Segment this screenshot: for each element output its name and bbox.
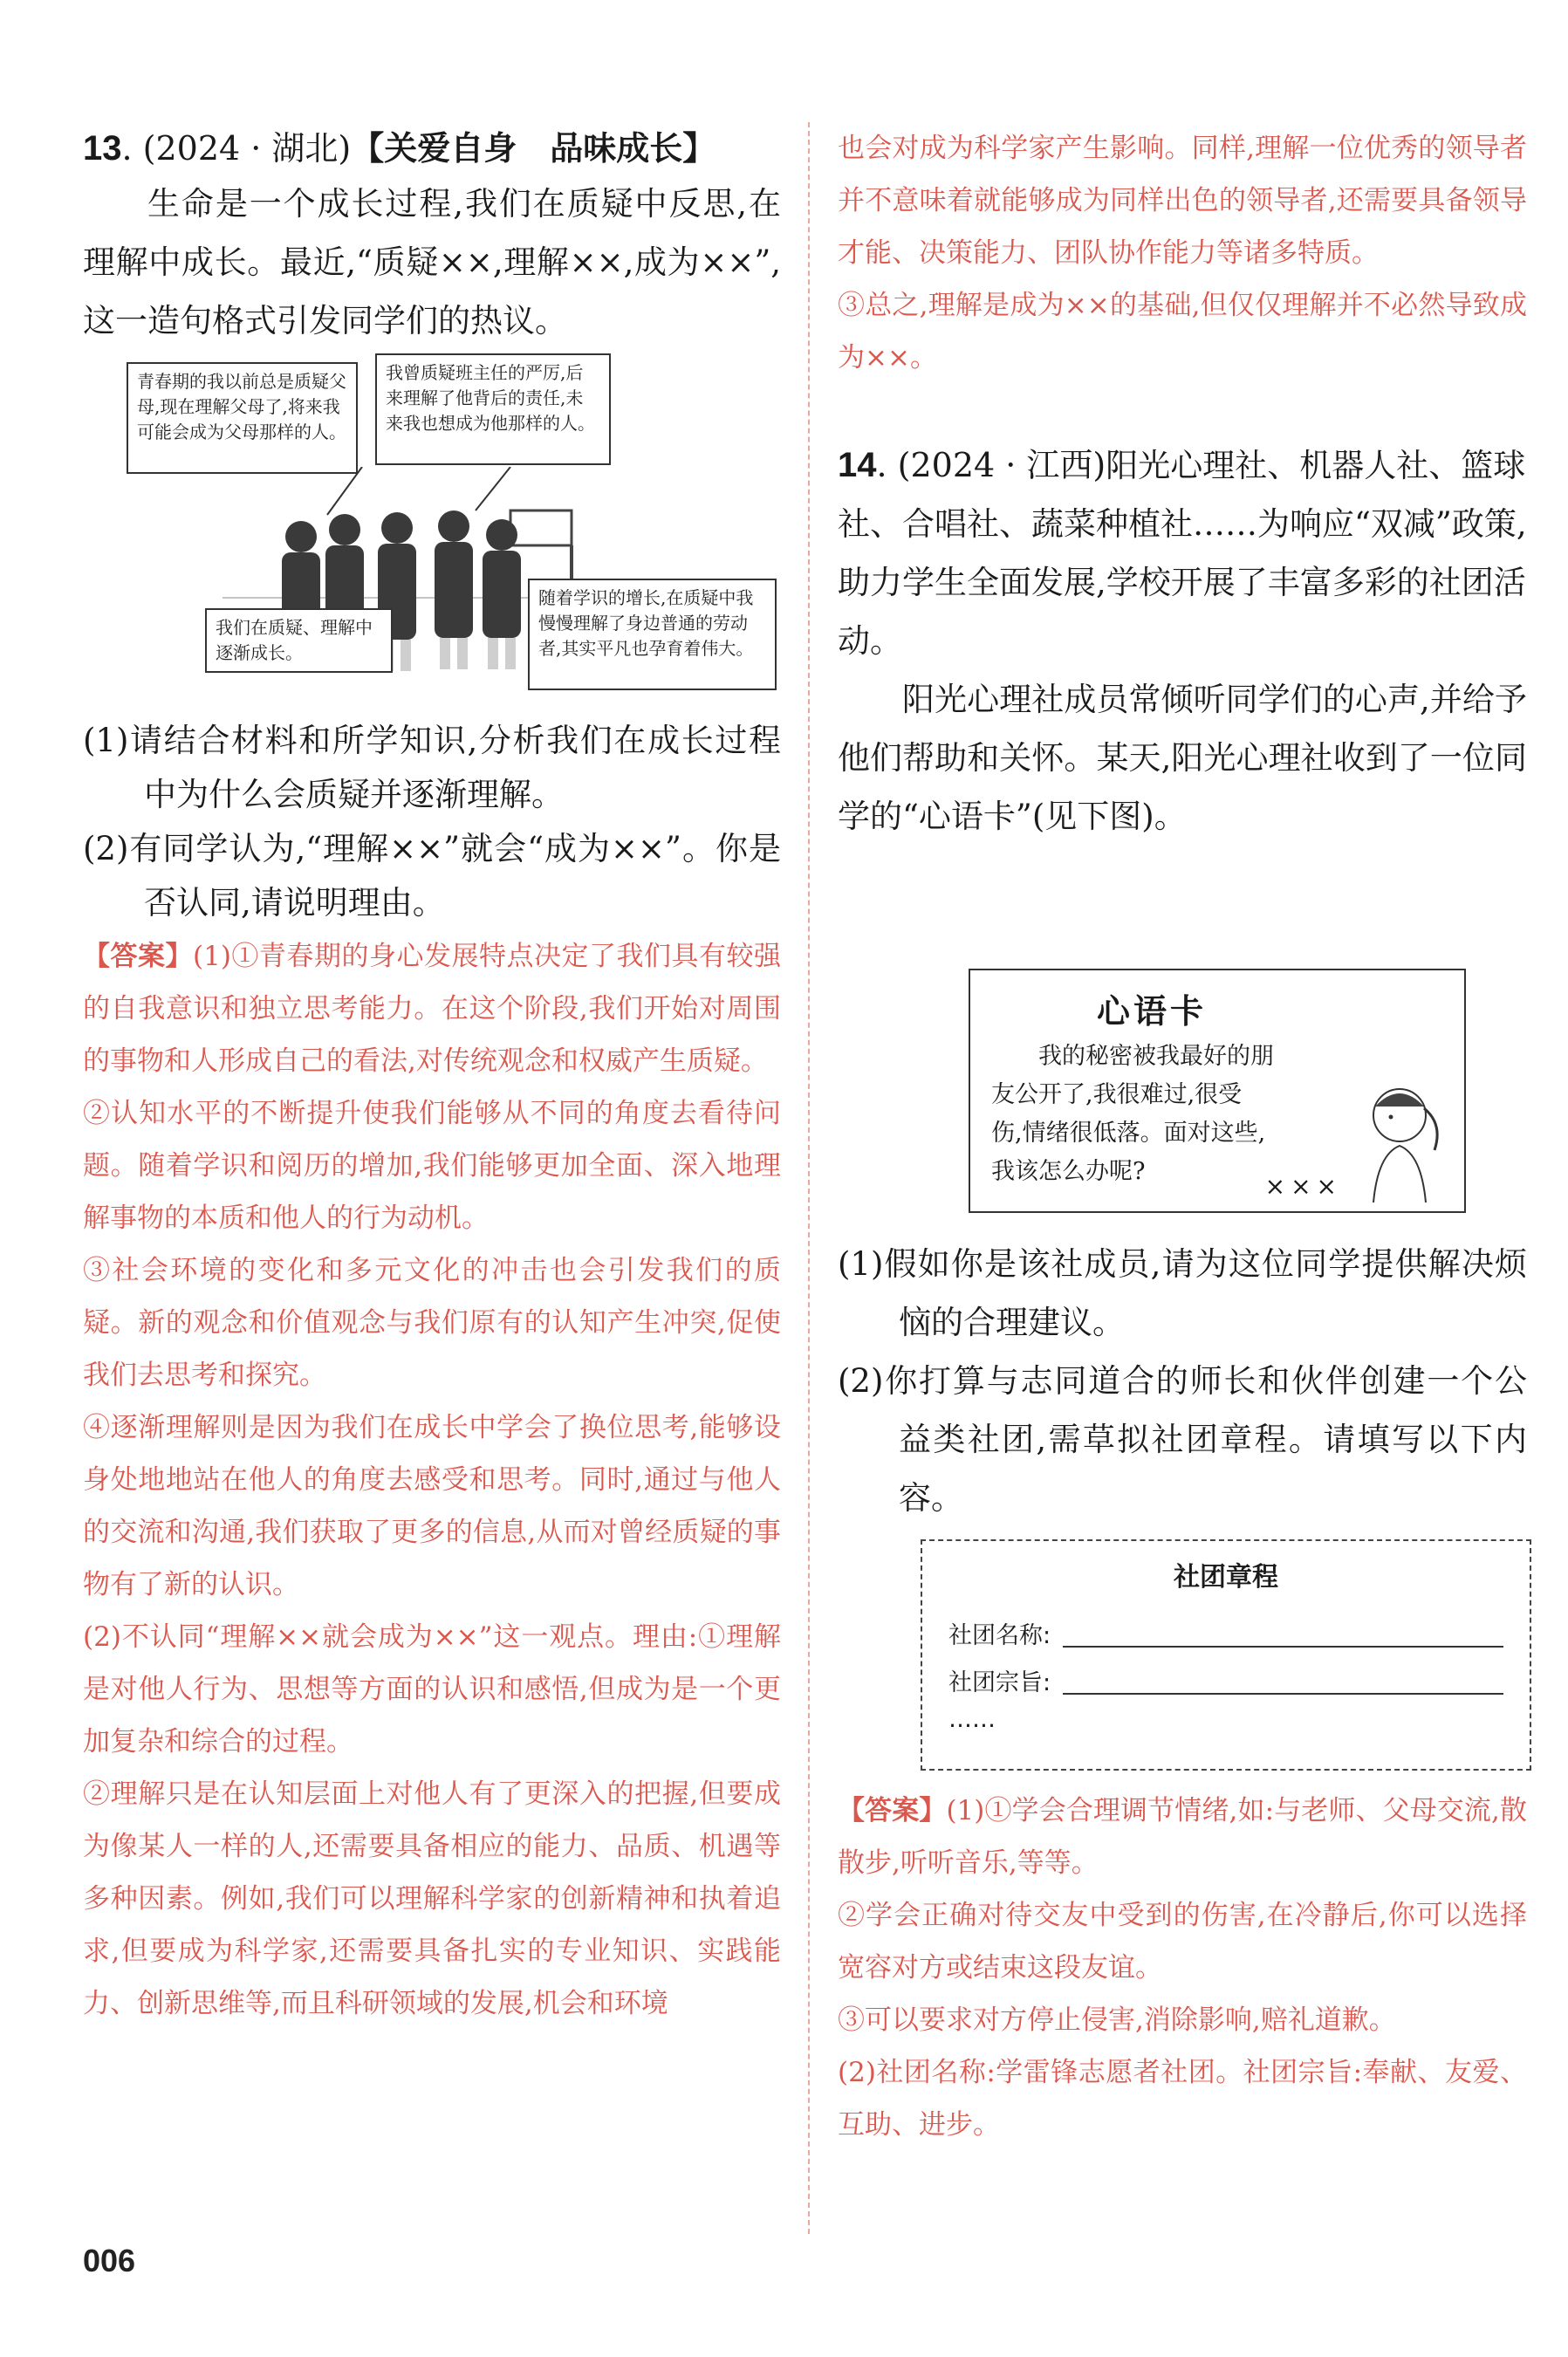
- charter-more: ……: [948, 1706, 996, 1733]
- q13-source: . (2024 · 湖北): [121, 129, 352, 168]
- charter-purpose-line[interactable]: [1063, 1692, 1503, 1695]
- q13-answer-7: 也会对成为科学家产生影响。同样,理解一位优秀的领导者并不意味着就能够成为同样出色的领导者,还需要具备领导才能、决策能力、团队协作能力等诸多特质。: [838, 133, 1527, 269]
- q14-source: . (2024 · 江西): [876, 446, 1106, 484]
- q13-cartoon: [127, 362, 825, 707]
- q14-answer: [838, 1785, 1527, 2151]
- speech-bubble-workers: 随着学识的增长,在质疑中我慢慢理解了身边普通的劳动者,其实平凡也孕育着伟大。: [528, 579, 777, 690]
- card-line-3: 伤,情绪很低落。面对这些,: [991, 1120, 1266, 1147]
- q14-answer-2: ②学会正确对待交友中受到的伤害,在冷静后,你可以选择宽容对方或结束这段友谊。: [838, 1900, 1527, 1984]
- q14-sub2: (2)你打算与志同道合的师长和伙伴创建一个公益类社团,需草拟社团章程。请填写以下内容。: [838, 1362, 1527, 1517]
- charter-title: 社团章程: [1174, 1562, 1278, 1593]
- q13-heading: [83, 122, 781, 175]
- right-column-overlays: [838, 122, 1527, 2217]
- q14-sub1: (1)假如你是该社成员,请为这位同学提供解决烦恼的合理建议。: [838, 1245, 1527, 1341]
- q14-stem2: 阳光心理社成员常倾听同学们的心声,并给予他们帮助和关怀。某天,阳光心理社收到了一位同学的“心语卡”(见下图)。: [838, 681, 1527, 835]
- question-13: [83, 122, 781, 2030]
- speech-bubble-teacher: 我曾质疑班主任的严厉,后来理解了他背后的责任,未来我也想成为他那样的人。: [375, 353, 611, 465]
- q13-stem: 生命是一个成长过程,我们在质疑中反思,在理解中成长。最近,“质疑××,理解××,成为××”,这一造句格式引发同学们的热议。: [83, 185, 781, 339]
- q13-answer-label: 【答案】: [83, 941, 194, 972]
- q13-answer-2: ②认知水平的不断提升使我们能够从不同的角度去看待问题。随着学识和阅历的增加,我们能够更加全面、深入地理解事物的本质和他人的行为动机。: [83, 1098, 781, 1234]
- q14-number: 14: [838, 446, 877, 484]
- q14-answer-4: (2)社团名称:学雷锋志愿者社团。社团宗旨:奉献、友爱、互助、进步。: [838, 2057, 1527, 2141]
- page-number: 006: [83, 2243, 136, 2278]
- q14-subquestions: [838, 1235, 1527, 1527]
- q13-answer-3: ③社会环境的变化和多元文化的冲击也会引发我们的质疑。新的观念和价值观念与我们原有的认知产生冲突,促使我们去思考和探究。: [83, 1255, 781, 1391]
- q13-answer-1: [83, 930, 781, 1087]
- charter-name-label: 社团名称:: [948, 1622, 1051, 1649]
- q13-topic: 【关爱自身 品味成长】: [351, 129, 716, 168]
- q14-stem1: 阳光心理社、机器人社、篮球社、合唱社、蔬菜种植社……为响应“双减”政策,助力学生全面发展,学校开展了丰富多彩的社团活动。: [838, 447, 1527, 660]
- q13-sub2: (2)有同学认为,“理解××”就会“成为××”。你是否认同,请说明理由。: [83, 830, 781, 922]
- girl-illustration: [1347, 1072, 1452, 1202]
- q13-number: 13: [83, 129, 122, 168]
- q14-answer-text-1: (1)①学会合理调节情绪,如:与老师、父母交流,散散步,听听音乐,等等。: [838, 1795, 1528, 1879]
- charter-purpose-row: [948, 1660, 1503, 1707]
- charter-box: [921, 1539, 1531, 1771]
- charter-purpose-label: 社团宗旨:: [948, 1669, 1051, 1696]
- card-title: 心语卡: [1096, 992, 1207, 1031]
- speech-bubble-summary: 我们在质疑、理解中逐渐成长。: [205, 608, 393, 673]
- heart-card: [969, 969, 1466, 1213]
- charter-name-line[interactable]: [1063, 1645, 1503, 1648]
- card-line-1: 我的秘密被我最好的朋: [1038, 1043, 1274, 1070]
- charter-name-row: [948, 1613, 1503, 1660]
- q13-answer-5: (2)不认同“理解××就会成为××”这一观点。理由:①理解是对他人行为、思想等方面的认识和感悟,但成为是一个更加复杂和综合的过程。: [83, 1621, 781, 1757]
- q14-answer-1: [838, 1785, 1527, 1889]
- card-line-4: 我该怎么办呢?: [991, 1158, 1146, 1185]
- q13-answer-text-1: (1)①青春期的身心发展特点决定了我们具有较强的自我意识和独立思考能力。在这个阶段,我们开始对周围的事物和人形成自己的看法,对传统观念和权威产生质疑。: [83, 941, 781, 1077]
- q13-sub1: (1)请结合材料和所学知识,分析我们在成长过程中为什么会质疑并逐渐理解。: [83, 722, 781, 813]
- q13-answer-6: ②理解只是在认知层面上对他人有了更深入的把握,但要成为像某人一样的人,还需要具备相应的能力、品质、机遇等多种因素。例如,我们可以理解科学家的创新精神和执着追求,但要成为科学家,还需要具备扎实的专业知识、实践能力、创新思维等,而且科研领域的发展,机会和环境: [83, 1778, 781, 2019]
- card-line-2: 友公开了,我很难过,很受: [991, 1081, 1243, 1108]
- q14-answer-3: ③可以要求对方停止侵害,消除影响,赔礼道歉。: [838, 2004, 1396, 2036]
- q14-answer-label: 【答案】: [838, 1795, 947, 1826]
- speech-bubble-parents: 青春期的我以前总是质疑父母,现在理解父母了,将来我可能会成为父母那样的人。: [127, 362, 358, 474]
- card-text: [991, 1038, 1340, 1191]
- q13-answer-4: ④逐渐理解则是因为我们在成长中学会了换位思考,能够设身处地地站在他人的角度去感受和思考。同时,通过与他人的交流和沟通,我们获取了更多的信息,从而对曾经质疑的事物有了新的认识。: [83, 1412, 781, 1600]
- q13-answer-8: ③总之,理解是成为××的基础,但仅仅理解并不必然导致成为××。: [838, 290, 1527, 373]
- card-signature: ×××: [1264, 1172, 1342, 1201]
